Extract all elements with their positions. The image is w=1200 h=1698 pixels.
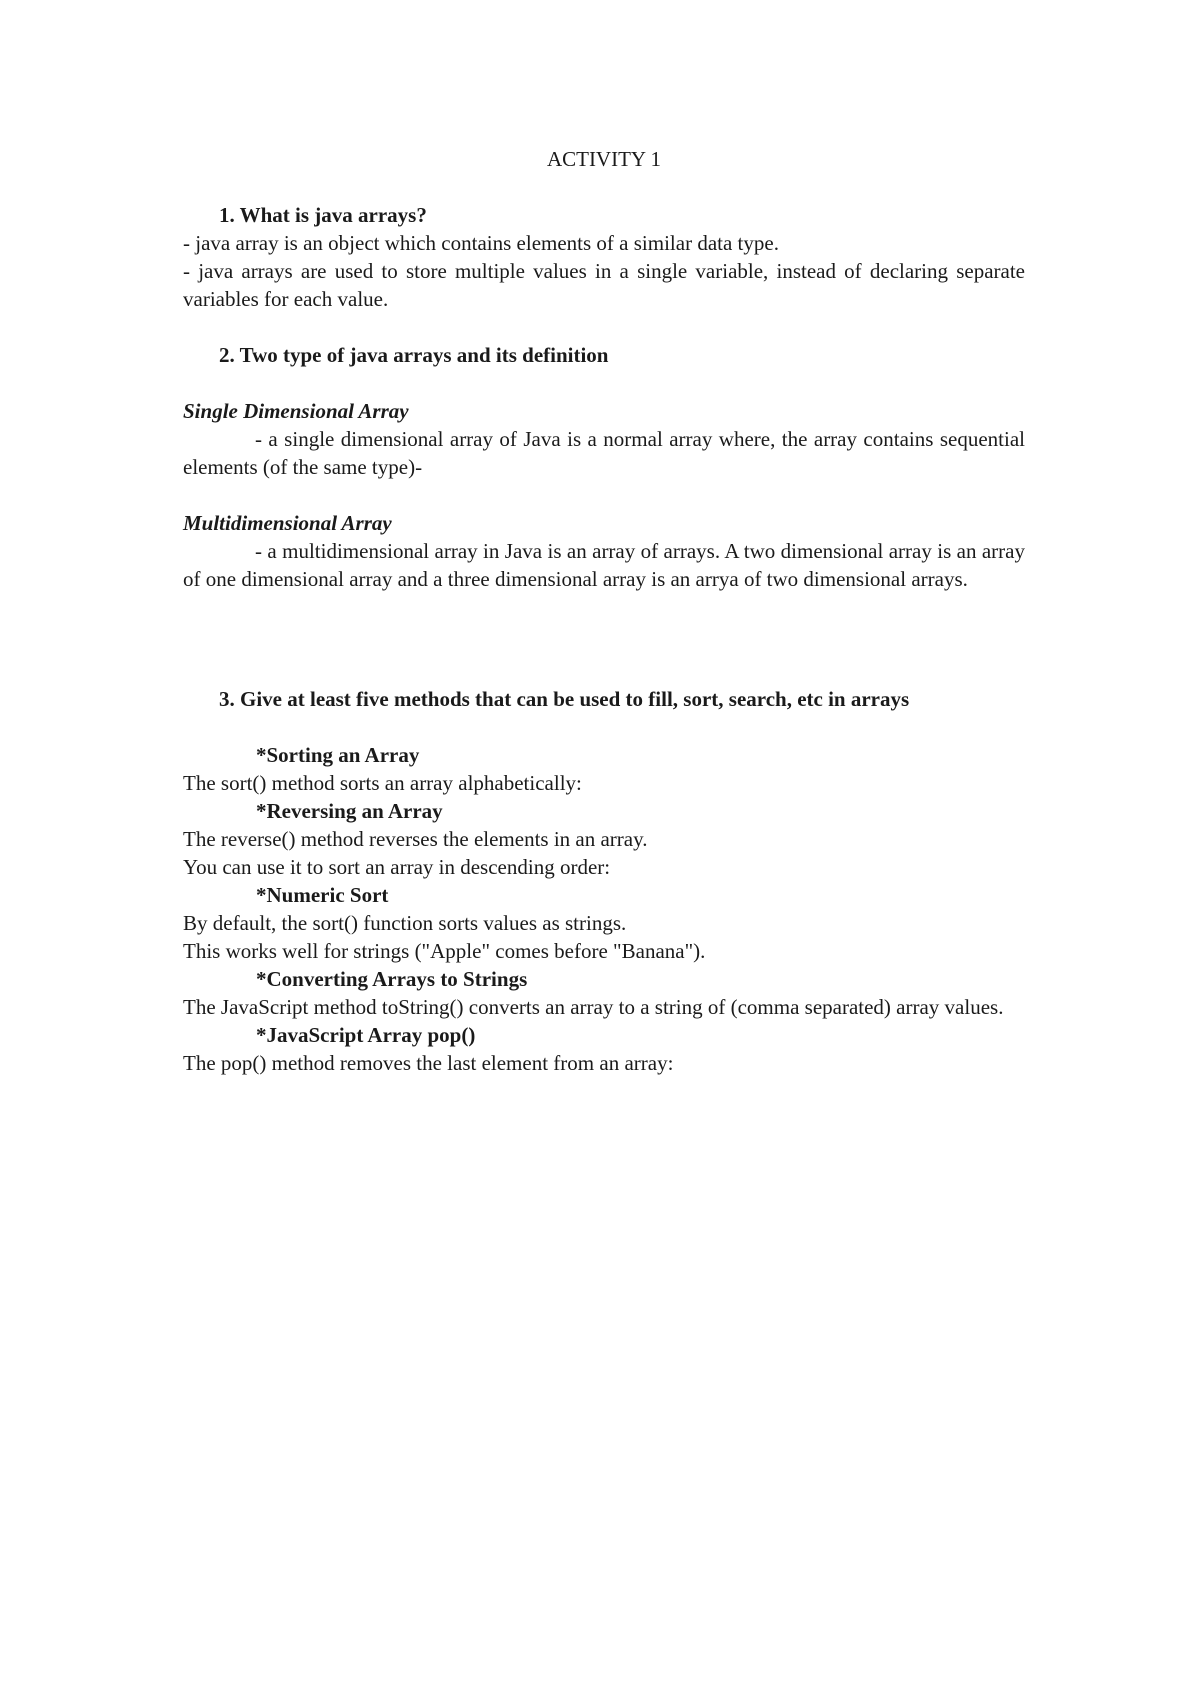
method-heading: *Sorting an Array — [256, 743, 420, 767]
method-heading: *Numeric Sort — [256, 883, 389, 907]
document-page — [183, 145, 1025, 1077]
question-3-heading: 3. Give at least five methods that can be used to fill, sort, search, etc in arrays — [219, 687, 910, 711]
question-1-heading: 1. What is java arrays? — [219, 203, 427, 227]
method-text: The pop() method removes the last element from an array: — [183, 1051, 674, 1075]
method-text: The reverse() method reverses the elements in an array. — [183, 827, 648, 851]
question-1-answer-line: - java arrays are used to store multiple values in a single variable, instead of declaring separate variables for each value. — [183, 259, 1025, 311]
method-text: The sort() method sorts an array alphabetically: — [183, 771, 582, 795]
method-text: By default, the sort() function sorts values as strings. — [183, 911, 627, 935]
spacer — [183, 713, 1025, 741]
multidimensional-heading: Multidimensional Array — [183, 511, 392, 535]
method-text: The JavaScript method toString() converts an array to a string of (comma separated) array values. — [183, 995, 1004, 1019]
method-heading: *JavaScript Array pop() — [256, 1023, 476, 1047]
spacer — [183, 593, 1025, 685]
method-text: This works well for strings ("Apple" comes before "Banana"). — [183, 939, 706, 963]
question-1-answer-line: - java array is an object which contains elements of a similar data type. — [183, 231, 779, 255]
method-heading: *Converting Arrays to Strings — [256, 967, 528, 991]
single-dimensional-text: - a single dimensional array of Java is a normal array where, the array contains sequential elements (of the same type)- — [183, 427, 1025, 479]
spacer — [183, 481, 1025, 509]
method-text: You can use it to sort an array in descending order: — [183, 855, 611, 879]
spacer — [183, 173, 1025, 201]
spacer — [183, 313, 1025, 341]
single-dimensional-heading: Single Dimensional Array — [183, 399, 409, 423]
method-heading: *Reversing an Array — [256, 799, 443, 823]
multidimensional-text: - a multidimensional array in Java is an array of arrays. A two dimensional array is an array of one dimensional array and a three dimensional array is an arrya of two dimensional arrays. — [183, 539, 1025, 591]
page-title: ACTIVITY 1 — [546, 147, 662, 171]
spacer — [183, 369, 1025, 397]
question-2-heading: 2. Two type of java arrays and its definition — [219, 343, 609, 367]
